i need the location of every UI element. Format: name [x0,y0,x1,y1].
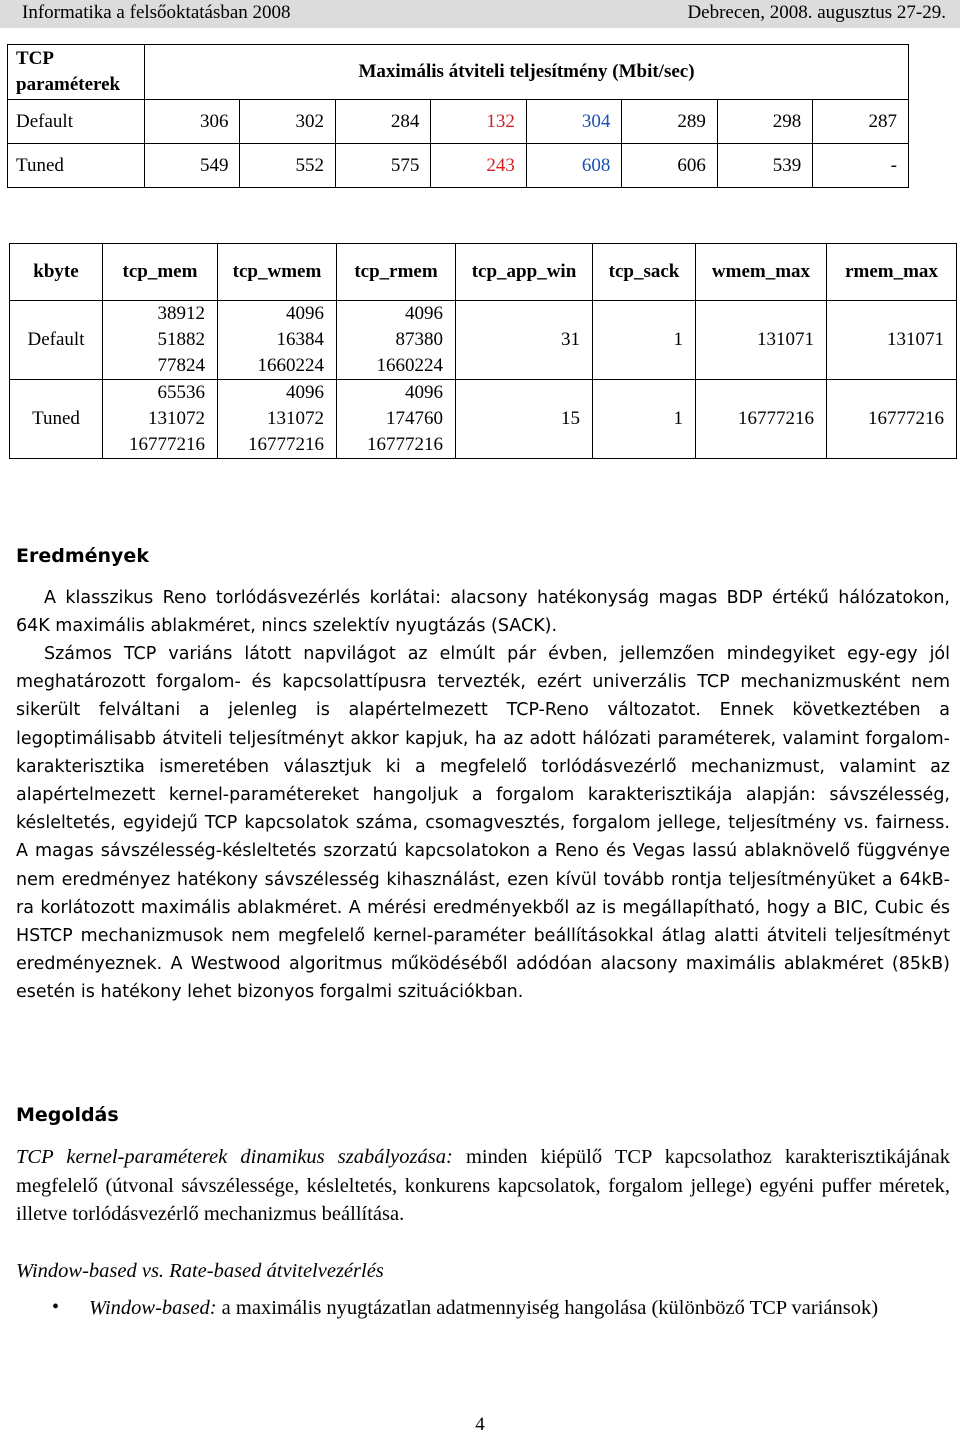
value-cell: 575 [335,144,430,188]
tcp-wmem-cell: 4096 16384 1660224 [218,301,337,380]
table-header-row [10,244,957,301]
tcp-mem-cell: 65536 131072 16777216 [103,380,218,459]
tcp-sack-cell: 1 [593,380,696,459]
value-cell-blue: 304 [526,100,621,144]
value-cell: 539 [717,144,812,188]
window-based-text: a maximális nyugtázatlan adatmennyiség hangolása (különböző TCP variánsok) [216,1297,879,1319]
header-cell: tcp_mem [103,244,218,301]
header-cell: tcp_sack [593,244,696,301]
value-cell: 606 [622,144,717,188]
row-label: Default [8,100,145,144]
table-row [10,301,957,380]
value-cell-red: 132 [431,100,526,144]
value-cell-red: 243 [431,144,526,188]
row-label: Tuned [10,380,103,459]
paragraph-window-vs-rate: Window-based vs. Rate-based átvitelvezérlés [16,1260,384,1282]
value-cell: 284 [335,100,430,144]
header-cell: tcp_rmem [337,244,456,301]
tcp-rmem-cell: 4096 174760 16777216 [337,380,456,459]
kernel-params-table [9,243,957,459]
header-cell: rmem_max [827,244,957,301]
wmem-max-cell: 16777216 [696,380,827,459]
rmem-max-cell: 131071 [827,301,957,380]
row-label: Default [10,301,103,380]
table-header-row [8,45,909,100]
value-cell: 552 [240,144,335,188]
kernel-params-italic: TCP kernel-paraméterek dinamikus szabályozása: [16,1146,453,1168]
value-cell-blue: 608 [526,144,621,188]
section-heading-eredmenyek: Eredmények [16,545,149,567]
header-cell: tcp_app_win [456,244,593,301]
row-label: Tuned [8,144,145,188]
header-cell: kbyte [10,244,103,301]
value-cell: - [813,144,909,188]
running-header [0,0,960,28]
tcp-mem-cell: 38912 51882 77824 [103,301,218,380]
header-right: Debrecen, 2008. augusztus 27-29. [687,2,946,23]
header-cell: wmem_max [696,244,827,301]
header-cell: tcp_wmem [218,244,337,301]
row-header-cell: TCP paraméterek [8,45,145,100]
header-left: Informatika a felsőoktatásban 2008 [22,2,291,23]
value-cell: 287 [813,100,909,144]
table-row [10,380,957,459]
list-item [89,1294,939,1323]
tcp-app-win-cell: 15 [456,380,593,459]
page-number: 4 [475,1414,485,1435]
paragraph-kernel-params [16,1143,950,1229]
tcp-sack-cell: 1 [593,301,696,380]
table-row [8,144,909,188]
tcp-rmem-cell: 4096 87380 1660224 [337,301,456,380]
rmem-max-cell: 16777216 [827,380,957,459]
paragraph-reno-limits: A klasszikus Reno torlódásvezérlés korlátai: alacsony hatékonyság magas BDP értékű hálózatokon, 64K maximális ablakméret, nincs szelektív nyugtázás (SACK). [16,588,950,637]
bullet-icon: • [52,1296,60,1318]
paragraph-tcp-variants: Számos TCP variáns látott napvilágot az elmúlt pár évben, jellemzően mindegyiket egy-egy jól meghatározott forgalom- és kapcsolattípusra tervezték, ezért univerzális TCP mechanizmusként nem sikerült felváltani a jelenleg is alapértelmezett TCP-Reno változatot. Ennek következtében a legoptimálisabb átviteli teljesítményt akkor kapjuk, ha az adott hálózati paraméterek, valamint forgalom-karakterisztika ismeretében választjuk ki a megfelelő torlódásvezérlő mechanizmust, valamint az alapértelmezett kernel-paramétereket hangoljuk a forgalom karakterisztikája alapján: sávszélesség, késleltetés, egyidejű TCP kapcsolatok száma, csomagvesztés, forgalom jellege, teljesítmény vs. fairness. A magas sávszélesség-késleltetés szorzatú kapcsolatokon a Reno és Vegas lassú ablaknövelő függvénye nem eredményez hatékony sávszélesség kihasználást, ezen kívül tovább rontja teljesítményüket a 64kB-ra korlátozott maximális ablakméret. A mérési eredményekből az is megállapítható, hogy a BIC, Cubic és HSTCP mechanizmusok nem megfelelő kernel-paraméter beállításokkal átlag alatti átviteli teljesítményt eredményeznek. A Westwood algoritmus működéséből adódóan alacsony maximális ablakméret (85kB) esetén is hatékony lehet bizonyos forgalmi szituációkban. [16,644,950,1003]
section-heading-megoldas: Megoldás [16,1104,119,1126]
tcp-wmem-cell: 4096 131072 16777216 [218,380,337,459]
window-based-italic: Window-based: [89,1297,217,1319]
value-cell: 306 [145,100,240,144]
value-cell: 298 [717,100,812,144]
tcp-app-win-cell: 31 [456,301,593,380]
table-row [8,100,909,144]
value-cell: 549 [145,144,240,188]
span-header-cell: Maximális átviteli teljesítmény (Mbit/sec) [145,45,909,100]
value-cell: 289 [622,100,717,144]
wmem-max-cell: 131071 [696,301,827,380]
kernel-params-text: minden kiépülő TCP kapcsolathoz karakterisztikájának megfelelő (útvonal sávszélessége, késleltetés, konkurens kapcsolatok, forgalom jellege) egyéni puffer méretek, illetve torlódásvezérlő mechanizmus beállítása. [16,1146,951,1225]
throughput-table [7,44,909,188]
value-cell: 302 [240,100,335,144]
